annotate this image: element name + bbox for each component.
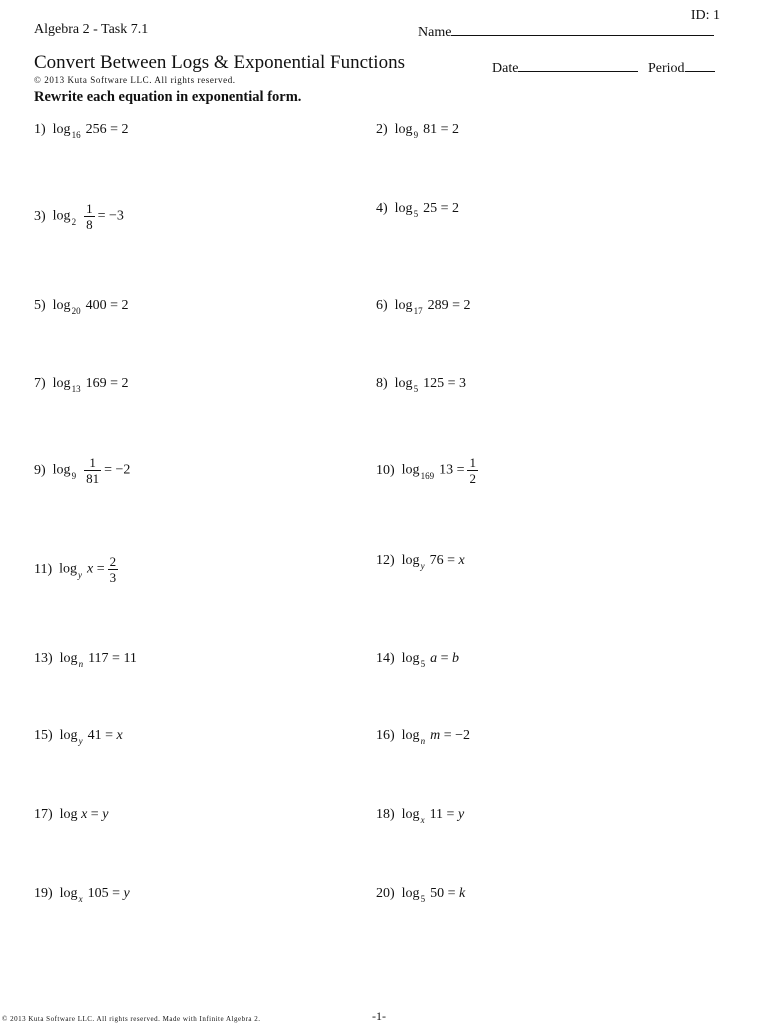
- instructions: Rewrite each equation in exponential form.: [34, 89, 302, 105]
- date-line: [518, 58, 638, 72]
- argument-fraction: $\frac{1}{8}$: [86, 201, 93, 232]
- name-line: [451, 22, 714, 36]
- footer-copyright: © 2013 Kuta Software LLC. All rights reserved. Made with Infinite Algebra 2.: [2, 1015, 261, 1023]
- problem-6: 6) $\log_{17} 289 = 2$: [376, 298, 471, 316]
- problem-19: 19) $\log_x 105 = y$: [34, 886, 130, 904]
- problem-10: 10) $\log_{169} 13$ = $\frac{1}{2}$: [376, 455, 476, 486]
- name-field: [418, 22, 714, 41]
- argument-fraction: $\frac{1}{81}$: [86, 455, 100, 486]
- problem-20: 20) $\log_5 50 = k$: [376, 886, 466, 904]
- period-label: Period: [647, 61, 685, 76]
- worksheet-id: ID: 1: [690, 8, 720, 23]
- problem-5: 5) $\log_{20} 400 = 2$: [34, 298, 129, 316]
- rhs-fraction: $\frac{2}{3}$: [109, 554, 117, 585]
- problem-2: 2) $\log_9 81 = 2$: [376, 122, 459, 140]
- problem-15: 15) $\log_y 41 = x$: [34, 728, 123, 746]
- problem-17: 17) log x = y: [34, 807, 109, 822]
- copyright-notice: © 2013 Kuta Software LLC. All rights reserved.: [34, 75, 236, 85]
- date-label: Date: [492, 61, 519, 76]
- problem-8: 8) $\log_5 125 = 3$: [376, 376, 466, 394]
- problem-9: 9) $\log_9$ $\frac{1}{81}$ = −2: [34, 455, 131, 486]
- problem-12: 12) $\log_y 76 = x$: [376, 553, 465, 571]
- problem-16: 16) $\log_n m = -2$: [376, 728, 470, 746]
- problem-7: 7) $\log_{13} 169 = 2$: [34, 376, 129, 394]
- name-label: Name: [418, 25, 452, 40]
- page-title: Convert Between Logs & Exponential Functions: [34, 52, 405, 73]
- page-number: -1-: [372, 1009, 386, 1023]
- course-label: Algebra 2 - Task 7.1: [34, 22, 149, 37]
- problem-14: 14) $\log_5 a = b$: [376, 651, 459, 669]
- problem-3: 3) $\log_2$ $\frac{1}{8}$ = −3: [34, 201, 124, 232]
- problem-11: 11) $\log_y x$ = $\frac{2}{3}$: [34, 554, 117, 585]
- problem-13: 13) $\log_n 117 = 11$: [34, 651, 137, 669]
- date-period-fields: [492, 58, 715, 77]
- problem-18: 18) $\log_x 11 = y$: [376, 807, 465, 825]
- rhs-fraction: $\frac{1}{2}$: [469, 455, 476, 486]
- period-line: [685, 58, 715, 72]
- problem-1: 1) $\log_{16} 256 = 2$: [34, 122, 129, 140]
- problem-4: 4) $\log_5 25 = 2$: [376, 201, 459, 219]
